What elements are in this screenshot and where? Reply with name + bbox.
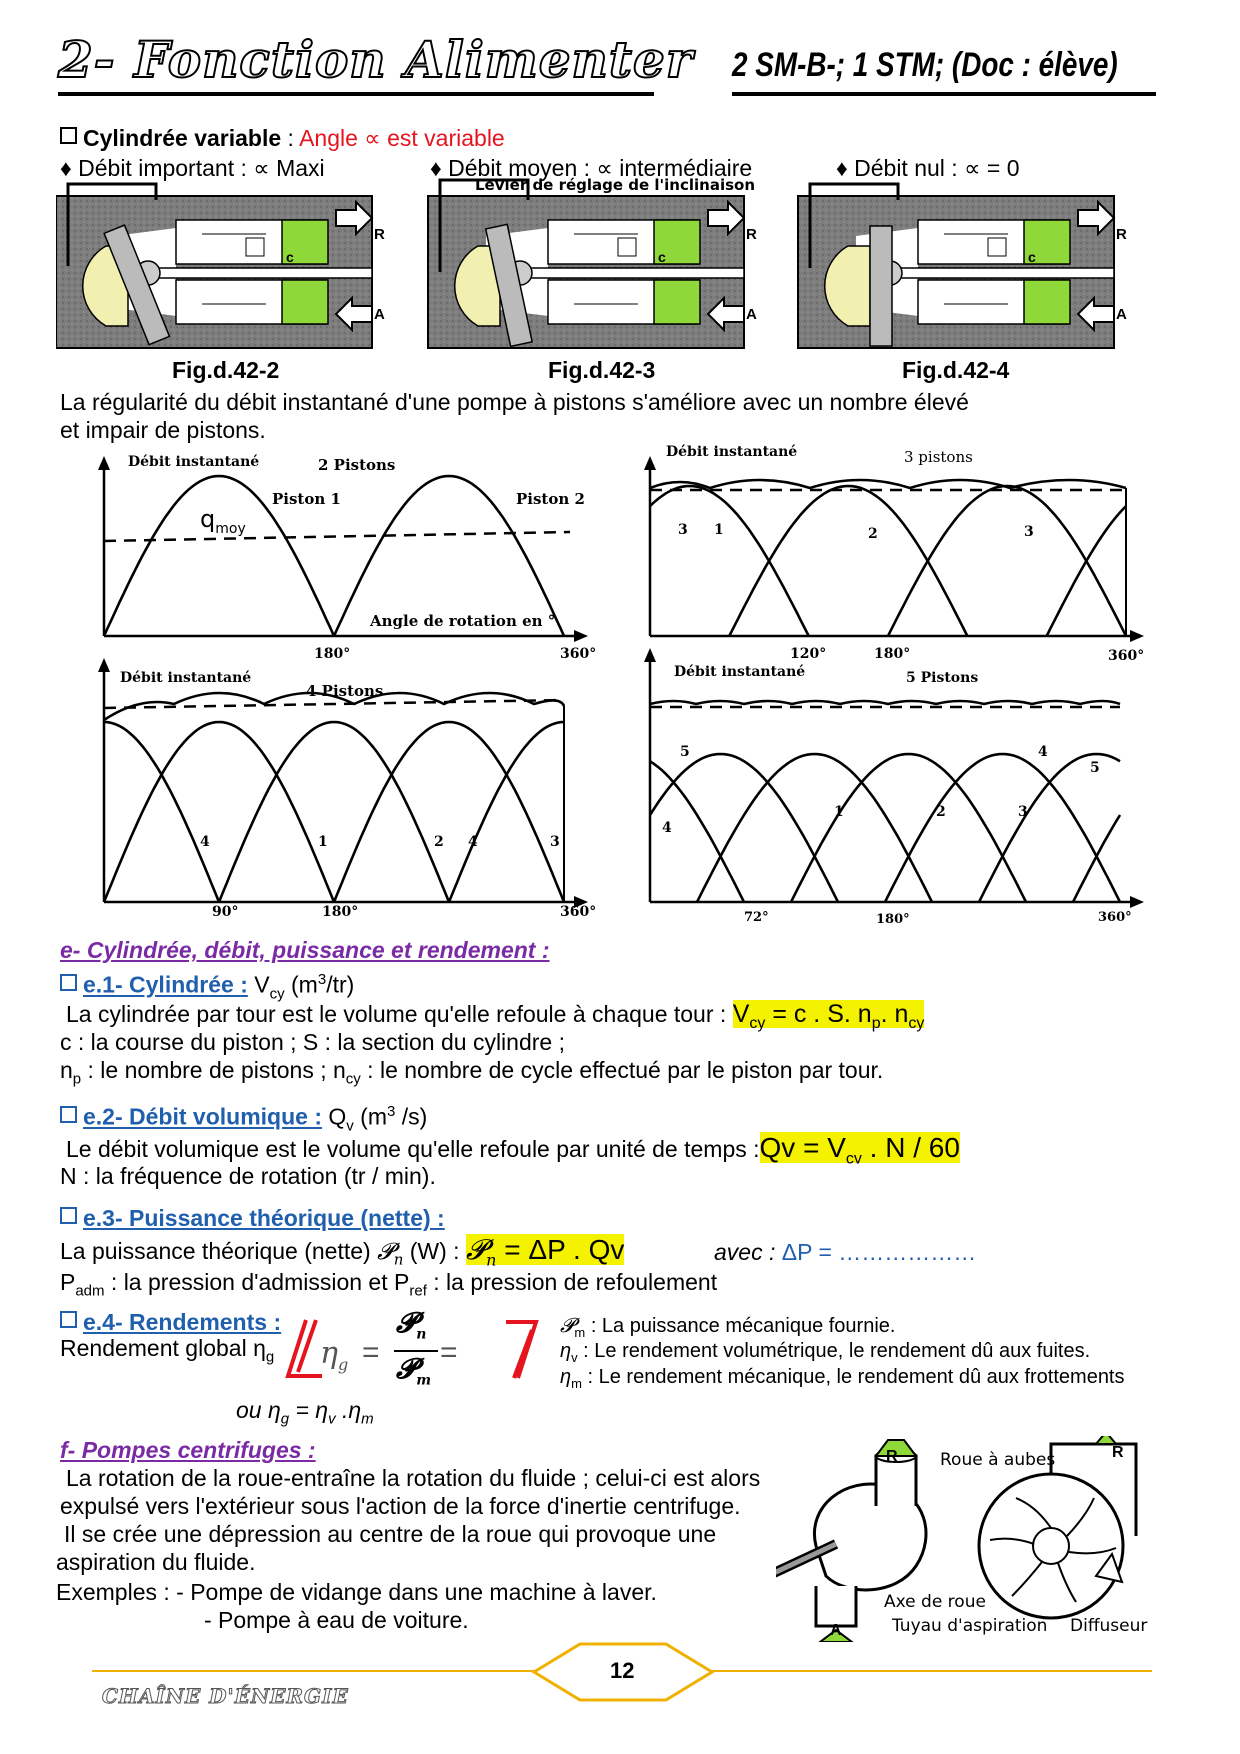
chart4-ylabel: Débit instantané	[674, 664, 806, 680]
chart2-tick-360: 360°	[1108, 648, 1145, 664]
e3-title: e.3- Puissance théorique (nette) :	[83, 1205, 445, 1231]
chart4-curve-2: 2	[936, 804, 946, 820]
pump3-r-label: R	[1116, 226, 1127, 243]
l2-c: : la pression de refoulement	[426, 1269, 718, 1295]
f-mid: = c . S. n	[765, 1000, 872, 1028]
pump-r-right-label: R	[1112, 1444, 1124, 1461]
l2-asub: adm	[75, 1282, 105, 1300]
chart2-tick-120: 120°	[790, 646, 827, 662]
chart2-y-arrow	[644, 456, 656, 470]
l3-cy: cy	[345, 1070, 361, 1088]
roue-aubes-label: Roue à aubes	[940, 1450, 1056, 1470]
section-f-title: f- Pompes centrifuges :	[60, 1437, 316, 1463]
chart3-piston-curve-2	[104, 722, 334, 902]
pump-diagrams	[56, 176, 1146, 356]
chart2-piston-curve-3	[888, 486, 1126, 636]
chart1-tick-360: 360°	[560, 646, 597, 662]
cyl-var-line	[60, 124, 505, 152]
pump2-a-label: A	[746, 306, 757, 323]
e2-sym: Q	[328, 1103, 347, 1130]
avec-value: ΔP = ………………	[781, 1239, 977, 1265]
chart2-curve-2: 2	[868, 526, 878, 542]
f-p3: Il se crée une dépression au centre de la roue qui provoque une	[64, 1521, 717, 1547]
red-bracket-right-icon	[502, 1316, 542, 1382]
chart3-curve-2: 2	[434, 834, 444, 850]
eta-sub: g	[337, 1355, 349, 1374]
title-underline	[58, 92, 654, 96]
page-number: 12	[610, 1658, 635, 1683]
r1-p: 𝓟	[560, 1313, 575, 1337]
r3-e: η	[560, 1366, 572, 1388]
checkbox-icon	[60, 1106, 77, 1123]
f-p5: Exemples : - Pompe de vidange dans une machine à laver.	[56, 1579, 657, 1605]
pump1-r-label: R	[374, 226, 385, 243]
l3-b: : le nombre de cycle effectué par le piston par tour.	[360, 1057, 884, 1083]
chart2-curve-3a: 3	[678, 522, 688, 538]
regularity-line2: et impair de pistons.	[60, 417, 266, 443]
chart2-envelope	[650, 480, 1126, 488]
chart3-piston-curve-1	[104, 722, 219, 902]
checkbox-icon	[60, 974, 77, 991]
l2-b: : la pression d'admission et P	[104, 1269, 410, 1295]
e3-heading	[60, 1204, 445, 1232]
cyl-var-heading: Cylindrée variable	[83, 125, 282, 151]
f-sub: cv	[845, 1150, 862, 1168]
qmoy-sub: moy	[215, 520, 246, 537]
e1-text: La cylindrée par tour est le volume qu'elle refoule à chaque tour :	[66, 1001, 733, 1027]
chart4-curve-4a: 4	[1038, 744, 1048, 760]
tuyau-aspiration-label: Tuyau d'aspiration	[892, 1616, 1048, 1636]
den: 𝓟	[396, 1352, 417, 1385]
chart4-title: 5 Pistons	[906, 670, 979, 686]
pump2-c-label: c	[658, 249, 666, 265]
e2-unit-post: /s)	[395, 1103, 428, 1130]
checkbox-icon	[60, 1311, 77, 1328]
f-p2: expulsé vers l'extérieur sous l'action de la force d'inertie centrifuge.	[60, 1493, 741, 1519]
e1-formula	[732, 1000, 925, 1032]
eta-g-symbol	[320, 1336, 348, 1374]
chart3-piston-curve-5	[449, 722, 564, 902]
bullet-debit-important: ♦ Débit important : ∝ Maxi	[60, 155, 325, 181]
r1: : La puissance mécanique fournie.	[585, 1315, 896, 1337]
e4-label-text: Rendement global η	[60, 1335, 266, 1361]
chart4-y-arrow	[644, 648, 656, 662]
e4-ou-formula	[236, 1396, 374, 1434]
f-v: V	[732, 1000, 750, 1028]
den-sub: m	[416, 1372, 432, 1389]
f-psub: p	[871, 1015, 881, 1032]
e1-line2: c : la course du piston ; S : la section du cylindre ;	[60, 1029, 565, 1055]
f-csub: cy	[908, 1015, 925, 1032]
chart3-tick-90: 90°	[212, 904, 239, 920]
ou: ou η	[236, 1397, 281, 1423]
chart4-tick-360: 360°	[1098, 910, 1132, 925]
r2-sub: v	[571, 1350, 578, 1365]
separator: :	[281, 125, 300, 151]
class-label: 2 SM-B-; 1 STM; (Doc : élève)	[732, 46, 1118, 84]
f-b: . N / 60	[861, 1132, 960, 1163]
chart2-curve-1: 1	[714, 522, 724, 538]
ou-dot: .η	[335, 1397, 362, 1423]
chart4-curve-4b: 4	[662, 820, 672, 836]
l3-p: p	[72, 1070, 82, 1088]
chart4-x-arrow	[1130, 896, 1144, 908]
e4-heading	[60, 1308, 281, 1336]
chart1-y-arrow	[98, 456, 110, 470]
angle-text: Angle ∝ est variable	[299, 125, 505, 151]
chart1-ylabel: Débit instantané	[128, 454, 260, 470]
e1-unit-sup: 3	[317, 971, 327, 988]
pump3-c-label: c	[1028, 249, 1036, 265]
chart3-piston-curve-4	[334, 722, 564, 902]
chart3-y-arrow	[98, 658, 110, 672]
e4-label-sub: g	[265, 1348, 275, 1366]
footer-chain-label: CHAÎNE D'ÉNERGIE	[102, 1684, 349, 1708]
e3-psub: n	[393, 1250, 404, 1269]
fig-42-4-caption: Fig.d.42-4	[902, 357, 1010, 383]
f-p6: - Pompe à eau de voiture.	[204, 1607, 469, 1633]
ou-g: g	[280, 1410, 290, 1428]
chart3-tick-360: 360°	[560, 904, 597, 920]
qmoy-q: q	[200, 505, 216, 533]
e4-title: e.4- Rendements :	[83, 1309, 282, 1335]
fig-42-2-caption: Fig.d.42-2	[172, 357, 280, 383]
chart3-ylabel: Débit instantané	[120, 670, 252, 686]
pump-a-label: A	[830, 1622, 842, 1639]
levier-label: Levier de réglage de l'inclinaison	[475, 176, 755, 194]
e4-def-etam	[560, 1364, 1125, 1397]
chart2-title: 3 pistons	[904, 448, 973, 466]
r3: : Le rendement mécanique, le rendement dû aux frottements	[581, 1366, 1125, 1388]
e2-formula	[759, 1132, 960, 1168]
l2-a: P	[60, 1269, 76, 1295]
e1-unit-post: /tr)	[326, 971, 355, 998]
e1-sym: V	[254, 971, 270, 998]
chart3-curve-3: 3	[550, 834, 560, 850]
f-vsub: cy	[749, 1015, 766, 1032]
chart2-piston-curve-1	[650, 486, 809, 636]
equals-1: =	[362, 1336, 380, 1369]
chart1-tick-180: 180°	[314, 646, 351, 662]
e3-unit: (W) :	[403, 1238, 466, 1264]
chart1-x-arrow	[574, 630, 588, 642]
chart1-xlabel: Angle de rotation en °	[370, 612, 556, 630]
r1-sub: m	[574, 1325, 586, 1340]
chart4-curve-5a: 5	[680, 744, 690, 760]
fraction-num	[396, 1306, 426, 1343]
f-sub: n	[486, 1250, 497, 1270]
chart2-tick-180: 180°	[874, 646, 911, 662]
e1-unit-pre: (m	[284, 971, 318, 998]
bullet-debit-moyen: ♦ Débit moyen : ∝ intermédiaire	[430, 155, 753, 181]
e1-sym-sub: cy	[269, 985, 285, 1003]
bullet-debit-nul: ♦ Débit nul : ∝ = 0	[836, 155, 1020, 181]
chart1-piston2-label: Piston 2	[516, 490, 585, 508]
e3-avec	[714, 1238, 976, 1266]
chart2-curve-3b: 3	[1024, 524, 1034, 540]
chart4-curve-1: 1	[834, 804, 844, 820]
e2-sym-sub: v	[346, 1117, 354, 1135]
f-p1: La rotation de la roue-entraîne la rotation du fluide ; celui-ci est alors	[66, 1465, 761, 1491]
equals-2: =	[440, 1336, 458, 1369]
chart4-envelope	[650, 701, 1120, 704]
e1-title: e.1- Cylindrée :	[83, 971, 248, 998]
chart4-piston-curve-2	[650, 754, 838, 902]
e1-line3	[60, 1056, 883, 1094]
chart4-curve-3: 3	[1018, 804, 1028, 820]
eta: η	[320, 1336, 338, 1371]
e3-line2	[60, 1268, 717, 1306]
l3-a: : le nombre de pistons ; n	[81, 1057, 346, 1083]
fig-42-3-caption: Fig.d.42-3	[548, 357, 656, 383]
pump1-c-label: c	[286, 249, 294, 265]
diffuseur-label: Diffuseur	[1070, 1616, 1148, 1636]
chart3-tick-180: 180°	[322, 904, 359, 920]
f-p: 𝓟	[465, 1233, 487, 1266]
l2-bsub: ref	[409, 1282, 427, 1300]
e4-label	[60, 1334, 274, 1372]
chart4-piston-curve-6	[979, 754, 1120, 902]
checkbox-icon	[60, 1207, 77, 1224]
regularity-line1: La régularité du débit instantané d'une pompe à pistons s'améliore avec un nombre élevé	[60, 389, 969, 415]
pump2-r-label: R	[746, 226, 757, 243]
l3-n: n	[60, 1057, 73, 1083]
avec-label: avec :	[714, 1239, 782, 1265]
e2-text: Le débit volumique est le volume qu'elle refoule par unité de temps :	[66, 1136, 760, 1162]
fraction-den	[396, 1352, 431, 1389]
chart1-title: 2 Pistons	[318, 456, 396, 474]
f-p4: aspiration du fluide.	[56, 1549, 256, 1575]
e2-unit-sup: 3	[386, 1103, 396, 1120]
num-sub: n	[416, 1326, 427, 1343]
e2-line2: N : la fréquence de rotation (tr / min).	[60, 1163, 436, 1189]
ou-mid: = η	[289, 1397, 329, 1423]
e3-p: 𝓟	[377, 1239, 394, 1265]
f-mid2: . n	[880, 1000, 909, 1028]
axe-roue-label: Axe de roue	[884, 1592, 986, 1612]
r2-e: η	[560, 1340, 572, 1362]
class-underline	[732, 92, 1156, 96]
chart2-ylabel: Débit instantané	[666, 444, 798, 460]
e3-text: La puissance théorique (nette)	[60, 1238, 378, 1264]
f-a: Qv = V	[759, 1132, 846, 1163]
f-b: = ΔP . Qv	[496, 1234, 625, 1265]
chart3-title: 4 Pistons	[306, 682, 384, 700]
chart2-piston-curve-2	[729, 486, 967, 636]
pump1-a-label: A	[374, 306, 385, 323]
chart4-tick-72: 72°	[744, 910, 769, 925]
r3-sub: m	[571, 1376, 582, 1391]
page-title: 2- Fonction Alimenter	[58, 30, 694, 89]
chart2-x-arrow	[1130, 630, 1144, 642]
pump-r-left-label: R	[886, 1448, 898, 1465]
chart4-curve-5b: 5	[1090, 760, 1100, 776]
num: 𝓟	[396, 1306, 417, 1339]
ou-v: v	[328, 1410, 336, 1428]
chart4-tick-180: 180°	[876, 912, 910, 927]
chart1-qmoy-label	[200, 505, 246, 537]
chart3-curve-4a: 4	[200, 834, 210, 850]
chart1-qmoy-line	[104, 532, 570, 541]
e3-formula	[465, 1233, 625, 1270]
chart3-curve-4b: 4	[468, 834, 478, 850]
e2-title: e.2- Débit volumique :	[83, 1103, 322, 1130]
chart3-curve-1: 1	[318, 834, 328, 850]
e2-unit-pre: (m	[353, 1103, 387, 1130]
pump3-a-label: A	[1116, 306, 1127, 323]
r2: : Le rendement volumétrique, le rendement dû aux fuites.	[577, 1340, 1091, 1362]
section-e-title: e- Cylindrée, débit, puissance et rendement :	[60, 937, 550, 963]
chart3-piston-curve-3	[219, 722, 449, 902]
checkbox-icon	[60, 127, 77, 144]
ou-m: m	[361, 1410, 374, 1428]
chart1-piston1-label: Piston 1	[272, 490, 341, 508]
chart2-piston-curve-4	[1047, 506, 1126, 636]
